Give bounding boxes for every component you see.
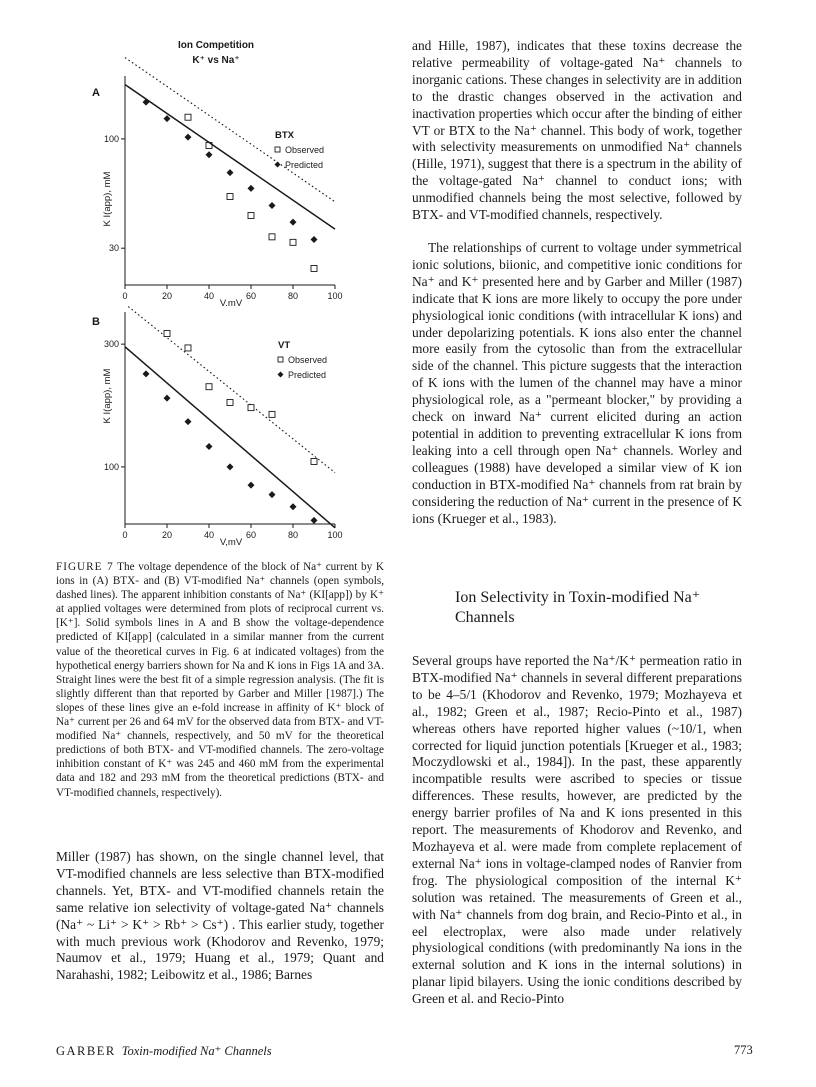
observed-point [248,405,254,411]
predicted-point [269,202,276,209]
predicted-point [143,370,150,377]
observed-point [227,194,233,200]
fit-line-predicted [125,85,335,230]
footer-author: GARBER [56,1044,116,1058]
left-column-paragraph: Miller (1987) has shown, on the single channel level, that VT-modified channels are less selective than BTX-modified channels. Yet, BTX- and VT-modified channels retain the same relative ion selectivity of voltage-gated Na⁺ channels (Na⁺ ~ Li⁺ > K⁺ > Rb⁺ > Cs⁺) . This earlier study, together with much previous work (Khodorov and Revenko, 1979; Naumov et al., 1979; Huang et al., 1979; Quant and Narahashi, 1982; Leibowitz et al., 1986; Barnes [56,849,384,983]
predicted-point [311,517,318,524]
chart-b-legend-predicted: Predicted [288,370,327,380]
y-tick-label: 100 [103,461,119,472]
x-tick-label: 80 [287,291,299,301]
predicted-point [185,418,192,425]
chart-b-legend-observed: Observed [288,355,328,365]
x-tick-label: 0 [122,291,128,301]
x-tick-label: 100 [327,291,343,301]
panel-label-b: B [92,316,100,328]
chart-b-xlabel: V,mV [219,537,243,548]
panel-label-a: A [92,87,100,99]
predicted-point [164,395,171,402]
footer-running-title: Toxin-modified Na⁺ Channels [121,1044,272,1058]
y-tick-label: 300 [103,339,119,350]
running-footer [56,1043,272,1059]
chart-b-ylabel: K I(app), mM [102,368,113,424]
chart-a-legend-observed: Observed [285,145,325,155]
chart-a-legend-predicted: Predicted [285,160,324,170]
x-tick-label: 40 [203,291,215,301]
figure-caption-text: The voltage dependence of the block of Na⁺ current by K ions in (A) BTX- and (B) VT-modified Na⁺ channels (open symbols, dashed lines). The apparent inhibition constants of Na⁺ (KI[app]) by K⁺ at applied voltages were determined from plots of reciprocal current vs. [K⁺]. Solid symbols lines in A and B show the voltage-dependence predicted of KI[app] (calculated in a similar manner from the current value of the theoretical curves in Fig. 6 at indicated voltages) from the hypothetical energy barriers shown for Na and K ions in Figs 1A and 3A. Straight lines were the best fit of a simple regression analysis. (The fit is slightly different than that reported by Garber and Miller [1987].) The slopes of these lines give an e-fold increase in affinity of K⁺ block of Na⁺ current per 26 and 64 mV for the observed data from BTX- and VT-modified Na⁺ channels, respectively, and 50 mV for the theoretical predictions of both BTX- and VT-modified channels. The zero-voltage inhibition constant of K⁺ was 245 and 460 mM from the experimental data and 182 and 293 mM from the theoretical predictions (BTX- and VT-modified channels, respectively). [56,561,384,799]
observed-point [185,345,191,351]
observed-point [164,330,170,336]
predicted-point [290,503,297,510]
x-tick-label: 40 [203,530,215,540]
chart-b-legend-title: VT [278,340,291,351]
x-tick-label: 60 [245,291,257,301]
chart-a-legend-title: BTX [275,130,294,141]
predicted-point [311,236,318,243]
x-tick-label: 100 [327,530,343,540]
x-tick-label: 20 [161,291,173,301]
figure-panel-a [80,34,350,306]
legend-observed-marker [275,147,280,152]
chart-a-subtitle: K⁺ vs Na⁺ [192,55,240,66]
figure-caption [56,560,384,800]
right-column-paragraph-1: and Hille, 1987), indicates that these toxins decrease the relative permeability of voltage-gated Na⁺ channels to inorganic cations. These changes in selectivity are in addition to the drastic changes observed in the activation and inactivation properties which occur after the binding of either VT or BTX to the Na⁺ channel. This body of work, together with selectivity measurements on unmodified Na⁺ channels (Hille, 1971), suggest that there is a spectrum in the ability of the voltage-gated Na⁺ channel to conduct ions; with unmodified channels being the most selective, followed by BTX- and VT-modified channels, respectively. [412,38,742,223]
observed-point [227,399,233,405]
legend-predicted-marker [278,372,284,378]
observed-point [311,458,317,464]
predicted-point [227,463,234,470]
chart-b [80,306,350,552]
observed-point [206,384,212,390]
page-number: 773 [734,1043,753,1057]
observed-point [269,234,275,240]
fit-line-observed [125,58,335,202]
y-tick-label: 30 [108,243,119,254]
figure-caption-label: FIGURE 7 [56,561,114,573]
section-heading: Ion Selectivity in Toxin-modified Na⁺ Channels [455,589,701,626]
predicted-point [143,99,150,106]
predicted-point [206,443,213,450]
x-tick-label: 80 [287,530,299,540]
fit-line-observed [125,306,335,473]
observed-point [185,114,191,120]
right-column-paragraph-3: Several groups have reported the Na⁺/K⁺ permeation ratio in BTX-modified Na⁺ channels in several different preparations to be 4–5/1 (Khodorov and Revenko, 1979; Mozhayeva et al., 1982; Green et al., 1987; Recio-Pinto et al., 1987) whereas others have reported higher values (~10/1, when corrected for liquid junction potentials [Krueger et al., 1983; Moczydlowski et al., 1984]). In the past, these apparently incompatible results were ascribed to species or tissue differences. These results, however, are predicted by the energy barrier profiles of Na and K ions presented in this report. The measurements of Khodorov and Revenko, and Mozhayeva et al. were made from complete replacement of external Na⁺ ions in voltage-clamped nodes of Ranvier from frog. The physiological composition of the internal K⁺ solution was retained. The measurements of Green et al., with Na⁺ channels from dog brain, and Recio-Pinto et al., in eel electroplax, were also made under relatively physiological conditions (with predominantly Na ions in the external solution and K ions in the internal solutions) in planar lipid bilayers. Using the ionic conditions described by Green et al. and Recio-Pinto [412,653,742,1007]
chart-a-ylabel: K I(app), mM [102,171,113,227]
observed-point [290,239,296,245]
predicted-point [227,169,234,176]
predicted-point [290,219,297,226]
predicted-point [206,151,213,158]
chart-a-title: Ion Competition [177,40,255,51]
predicted-point [185,134,192,141]
figure-panel-b [80,306,350,552]
predicted-point [248,185,255,192]
observed-point [269,411,275,417]
predicted-point [269,491,276,498]
legend-observed-marker [278,357,283,362]
observed-point [311,265,317,271]
y-tick-label: 100 [103,133,119,144]
x-tick-label: 60 [245,530,257,540]
chart-a [80,34,350,306]
chart-a-xlabel: V,mV [219,298,243,306]
observed-point [248,213,254,219]
predicted-point [164,115,171,122]
x-tick-label: 20 [161,530,173,540]
right-column-paragraph-2: The relationships of current to voltage under symmetrical ionic solutions, biionic, and competitive ionic conditions for Na⁺ and K⁺ presented here and by Garber and Miller (1987) indicate that K ions are more likely to occupy the pore under physiological ionic conditions (with intracellular K ions) and under depolarizing potentials. K ions also enter the channel more easily from the cytosolic than from the extracellular side of the channel. This picture suggests that the interaction of K ions with the lumen of the channel may have a minor physiological role, as a "permeant blocker," by providing a check on inward Na⁺ current elicited during an action potential in addition to preventing extracellular K ions from leaking into a cell through open Na⁺ channels. Worley and colleagues (1988) have developed a similar view of K ion conduction in BTX-modified Na⁺ channels from rat brain by considering the reduction of Na⁺ current in the presence of K ions (Krueger et al., 1983). [412,240,742,526]
x-tick-label: 0 [122,530,128,540]
predicted-point [248,482,255,489]
